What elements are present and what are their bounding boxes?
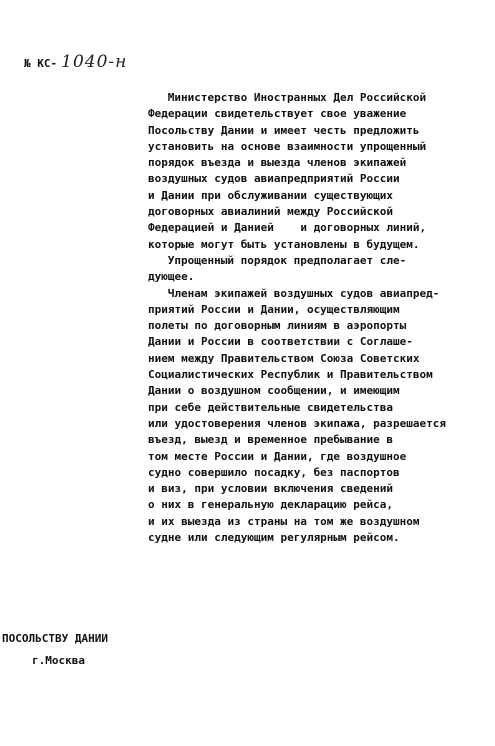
body-line: Социалистических Республик и Правительством	[148, 368, 433, 382]
body-line: Посольству Дании и имеет честь предложить	[148, 123, 420, 137]
body-line: установить на основе взаимности упрощенный	[148, 139, 427, 153]
body-line: договорных авиалиний между Российской	[148, 205, 394, 219]
body-line: Дании и России в соответствии с Соглаше-	[148, 335, 413, 349]
body-line: том месте России и Дании, где воздушное	[148, 449, 407, 463]
note-body	[148, 90, 493, 546]
body-line: и виз, при условии включения сведений	[148, 482, 394, 496]
body-line: судно совершило посадку, без паспортов	[148, 465, 400, 479]
body-line: судне или следующим регулярным рейсом.	[148, 531, 400, 545]
body-line: Федерацией и Данией и договорных линий,	[148, 221, 427, 235]
body-line: Федерации свидетельствует свое уважение	[148, 107, 407, 121]
addressee-block	[2, 628, 108, 672]
body-line: Упрощенный порядок предполагает сле-	[167, 253, 407, 267]
body-line: дующее.	[148, 270, 195, 284]
body-line: и их выезда из страны на том же воздушном	[148, 514, 420, 528]
body-line: при себе действительные свидетельства	[148, 400, 394, 414]
body-line: воздушных судов авиапредприятий России	[148, 172, 400, 186]
body-line: и Дании при обслуживании существующих	[148, 188, 394, 202]
body-line: порядок въезда и выезда членов экипажей	[148, 156, 407, 170]
addressee-name: ПОСОЛЬСТВУ ДАНИИ	[2, 632, 108, 645]
body-line: Дании о воздушном сообщении, и имеющим	[148, 384, 400, 398]
document-number	[24, 52, 127, 72]
addressee-city: г.Москва	[32, 654, 85, 667]
body-line: или удостоверения членов экипажа, разрешается	[148, 416, 447, 430]
body-line: полеты по договорным линиям в аэропорты	[148, 319, 407, 333]
body-line: Членам экипажей воздушных судов авиапред-	[167, 286, 440, 300]
document-number-prefix: № КС-	[24, 57, 58, 70]
body-line: приятий России и Дании, осуществляющим	[148, 302, 400, 316]
body-line: Министерство Иностранных Дел Российской	[167, 91, 427, 104]
body-line: нием между Правительством Союза Советских	[148, 351, 420, 365]
body-line: въезд, выезд и временное пребывание в	[148, 433, 394, 447]
document-number-handwritten: 1040-н	[61, 52, 128, 72]
body-line: которые могут быть установлены в будущем.	[148, 237, 420, 251]
body-line: о них в генеральную декларацию рейса,	[148, 498, 394, 512]
